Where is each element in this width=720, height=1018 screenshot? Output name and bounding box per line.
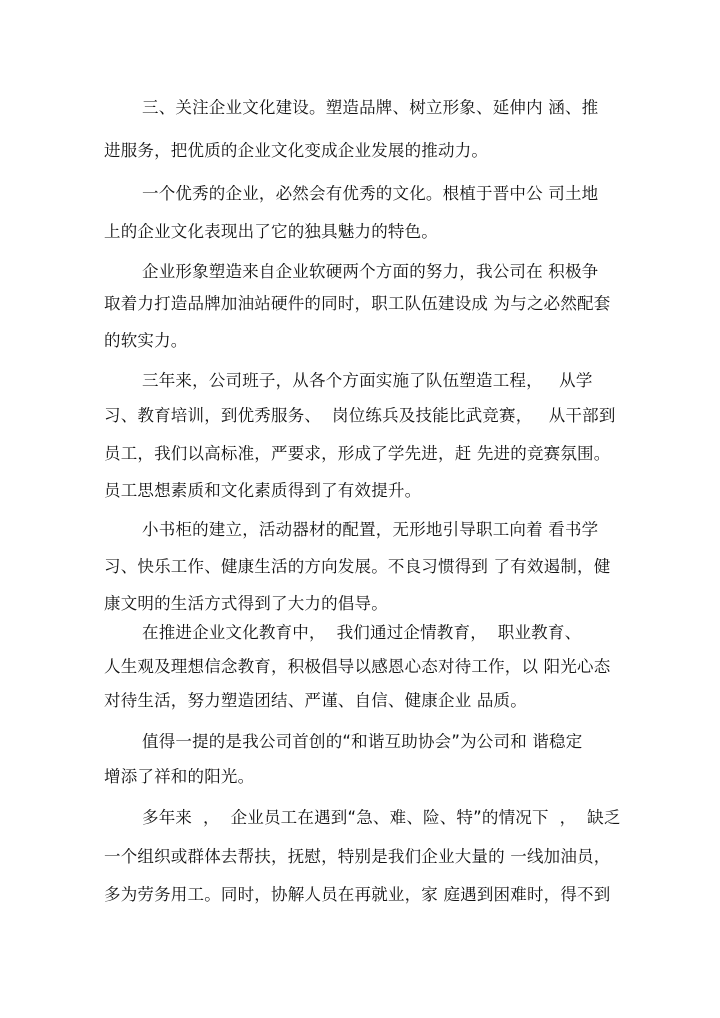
text-line-9: 习、教育培训，到优秀服务、 岗位练兵及技能比武竞赛， 从干部到 [104,406,616,425]
text-line-11: 员工思想素质和文化素质得到了有效提升。 [104,481,422,500]
text-line-14: 康文明的生活方式得到了大力的倡导。 [104,594,388,613]
text-line-7: 的软实力。 [104,331,188,350]
text-line-17: 对待生活，努力塑造团结、严谨、自信、健康企业 品质。 [104,691,527,710]
text-line-10: 员工，我们以高标准，严要求，形成了学先进，赶 先进的竞赛氛围。 [104,444,611,463]
text-line-6: 取着力打造品牌加油站硬件的同时，职工队伍建设成 为与之必然配套 [104,294,611,313]
text-line-2: 进服务，把优质的企业文化变成企业发展的推动力。 [104,141,489,160]
text-line-5: 企业形象塑造来自企业软硬两个方面的努力，我公司在 积极争 [142,262,599,281]
text-line-21: 一个组织或群体去帮扶，抚慰，特别是我们企业大量的 一线加油员， [104,847,611,866]
text-line-12: 小书柜的建立，活动器材的配置，无形地引导职工向着 看书学 [142,520,599,539]
text-line-1: 三、关注企业文化建设。塑造品牌、树立形象、延伸内 涵、推 [142,98,599,117]
text-line-16: 人生观及理想信念教育，积极倡导以感恩心态对待工作，以 阳光心态 [104,657,611,676]
text-line-22: 多为劳务用工。同时，协解人员在再就业，家 庭遇到困难时，得不到 [104,885,611,904]
text-line-8: 三年来，公司班子，从各个方面实施了队伍塑造工程， 从学 [142,371,593,390]
text-line-18: 值得一提的是我公司首创的“和谐互助协会”为公司和 谐稳定 [142,732,583,751]
text-line-19: 增添了祥和的阳光。 [104,767,255,786]
text-line-3: 一个优秀的企业，必然会有优秀的文化。根植于晋中公 司土地 [142,184,599,203]
text-line-15: 在推进企业文化教育中， 我们通过企情教育， 职业教育、 [142,623,582,642]
text-line-4: 上的企业文化表现出了它的独具魅力的特色。 [104,222,438,241]
text-line-13: 习、快乐工作、健康生活的方向发展。不良习惯得到 了有效遏制，健 [104,557,611,576]
text-line-20: 多年来 ， 企业员工在遇到“急、难、险、特”的情况下 ， 缺乏 [142,808,621,827]
